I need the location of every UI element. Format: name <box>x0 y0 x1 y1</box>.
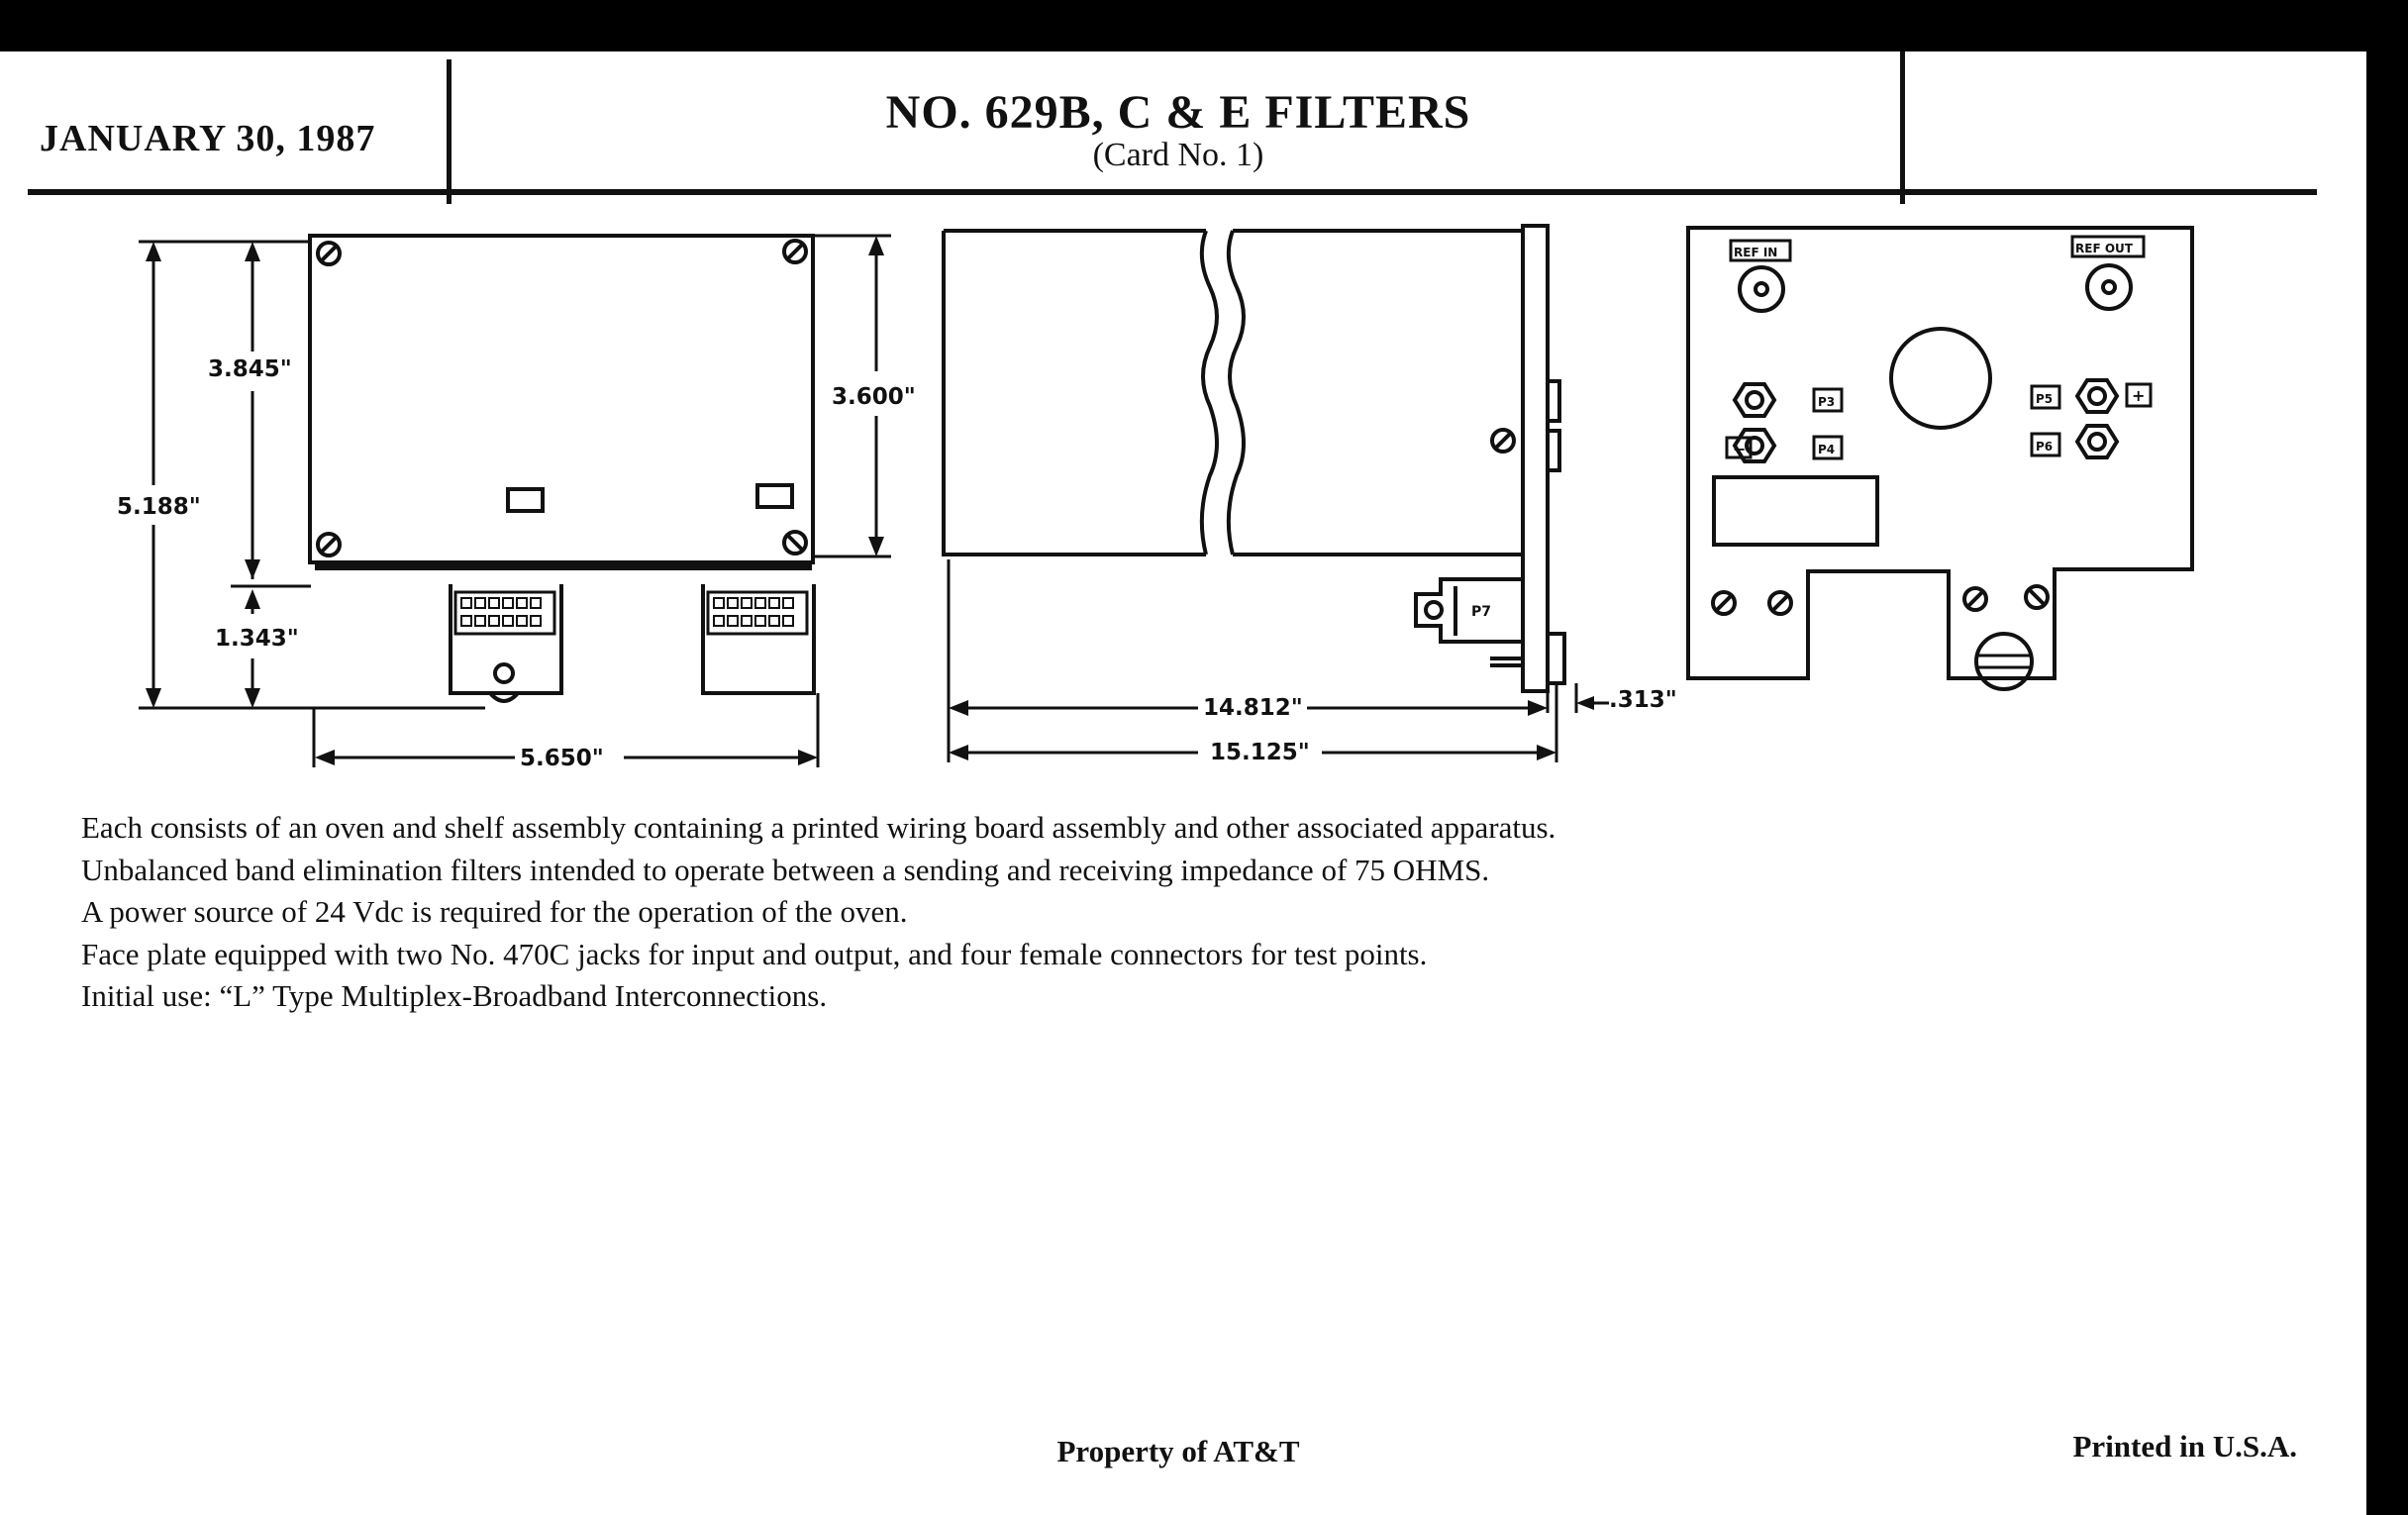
dim-width: 5.650" <box>520 746 604 771</box>
description-line: Unbalanced band elimination filters intended to operate between a sending and receiving impedance of 75 OHMS. <box>81 852 1490 887</box>
side-view <box>944 226 1609 762</box>
card-title: NO. 629B, C & E FILTERS <box>885 86 1471 139</box>
label-plus: + <box>2132 386 2146 405</box>
label-p5: P5 <box>2036 392 2054 406</box>
dim-depth-overall: 15.125" <box>1210 740 1310 765</box>
description-line: Initial use: “L” Type Multiplex-Broadband Interconnections. <box>81 978 828 1013</box>
dim-upper-height: 3.845" <box>208 356 292 382</box>
front-view <box>139 236 891 767</box>
description-line: Each consists of an oven and shelf assembly containing a printed wiring board assembly and other associated apparatus. <box>81 810 1556 845</box>
dim-overall-height: 5.188" <box>117 494 201 520</box>
dim-body-height: 3.600" <box>832 384 916 410</box>
description-block <box>81 807 1962 1018</box>
label-p7: P7 <box>1471 604 1492 620</box>
description-line: Face plate equipped with two No. 470C jacks for input and output, and four female connectors for test points. <box>81 936 1428 971</box>
label-p6: P6 <box>2036 440 2054 454</box>
label-p4: P4 <box>1818 443 1836 456</box>
dim-plate-thickness: .313" <box>1609 687 1677 713</box>
footer-property: Property of AT&T <box>1056 1434 1300 1468</box>
footer-printed: Printed in U.S.A. <box>2072 1429 2297 1464</box>
dim-depth-inner: 14.812" <box>1203 695 1303 721</box>
dim-lower-height: 1.343" <box>215 626 299 652</box>
label-ref-in: REF IN <box>1734 246 1778 259</box>
card-date: JANUARY 30, 1987 <box>40 118 376 159</box>
card-subtitle: (Card No. 1) <box>1092 137 1264 173</box>
description-line: A power source of 24 Vdc is required for the operation of the oven. <box>81 894 908 929</box>
label-minus: − <box>1733 440 1747 458</box>
face-plate <box>1688 228 2192 689</box>
label-ref-out: REF OUT <box>2075 242 2133 255</box>
label-p3: P3 <box>1818 395 1836 409</box>
